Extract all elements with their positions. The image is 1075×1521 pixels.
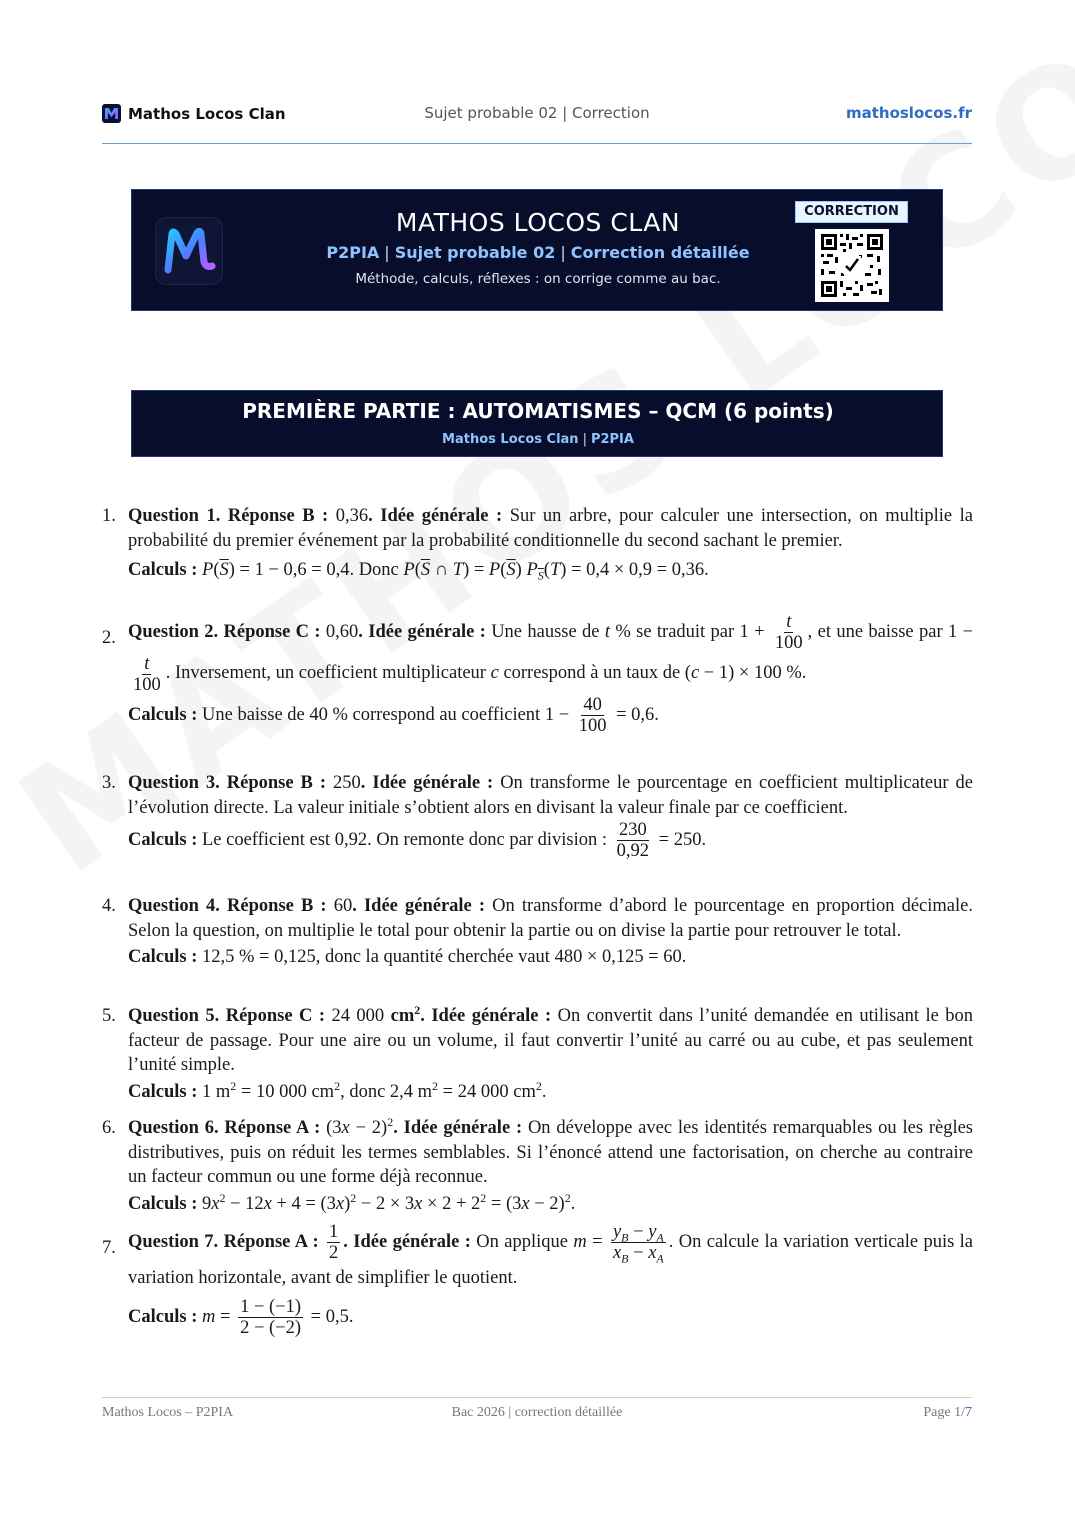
question-7 — [102, 1222, 973, 1338]
idea-text: correspond à un taux de — [503, 663, 681, 684]
banner-title: MATHOS LOCOS CLAN — [395, 208, 681, 237]
calc-text: 12,5 % = 0,125, donc la quantité cherchée vaut 480 × 0,125 = 60. — [202, 947, 687, 967]
section-title: PREMIÈRE PARTIE : AUTOMATISMES – QCM (6 points) — [242, 399, 834, 423]
page-footer — [102, 1397, 972, 1420]
question-heading: Question 3. Réponse B : — [128, 773, 327, 793]
question-5 — [102, 1004, 973, 1104]
question-6 — [102, 1116, 973, 1216]
banner-subtitle-type: Correction détaillée — [570, 243, 750, 262]
banner-tagline: Méthode, calculs, réflexes : on corrige comme au bac. — [355, 271, 721, 287]
idea-text: On transforme d’abord le pourcentage en proportion décimale. Selon la question, on multiplie le total pour obtenir la partie ou on divise la partie pour retrouver le total. — [128, 896, 973, 941]
question-body: Question 5. Réponse C : 24 000 $cm^2$. Idée générale : On convertit dans l’unité demandée en utilisant le bon facteur de passage. Pour une aire ou un volume, il faut convertir l’unité au carré ou au cube, et pas seulement l’unité simple. — [128, 1002, 974, 1075]
calculation: Calculs : Le coefficient est 0,92. On remonte donc par division : $\frac{230}{0,92}$ = 250. — [128, 820, 707, 861]
idea-text: . Inversement, un coefficient multiplicateur — [165, 663, 486, 684]
section-subtitle-brand: Mathos Locos Clan — [442, 432, 579, 447]
question-heading: Question 6. Réponse A : — [128, 1118, 321, 1138]
idea-label: . Idée générale : — [360, 773, 494, 793]
question-body — [128, 504, 973, 553]
page-total-link[interactable]: 7 — [965, 1405, 972, 1420]
idea-text: Une hausse de — [491, 622, 600, 642]
idea-text: On développe avec les identités remarquables ou les règles distributives, puis on réduit les termes semblables. Si l’énoncé attend une factorisation, on cherche au contraire un facteur commun ou une forme déjà reconnue. — [128, 1118, 973, 1187]
question-body: Question 6. Réponse A : $(3x - 2)^2$. Idée générale : On développe avec les identités remarquables ou les règles distributives, puis on réduit les termes semblables. Si l’énoncé attend une factorisation, on cherche au contraire un facteur commun ou une forme déjà reconnue. — [128, 1114, 973, 1187]
idea-label: . Idée générale : — [358, 622, 486, 642]
idea-label: . Idée générale : — [368, 506, 503, 526]
question-heading: Question 7. Réponse A : — [128, 1231, 319, 1252]
question-body — [128, 771, 973, 820]
footer-center: Bac 2026 | correction détaillée — [451, 1405, 623, 1420]
calculation: Calculs : Une baisse de 40 % correspond au coefficient 1 − $\frac{40}{100}$ = 0,6. — [128, 694, 659, 736]
question-number: 6. — [102, 1118, 116, 1138]
page-number-label: Page 1/ — [923, 1405, 965, 1420]
question-number: 1. — [102, 506, 116, 526]
question-heading: Question 5. Réponse C : — [128, 1006, 325, 1026]
idea-text: On transforme le pourcentage en coefficient multiplicateur de l’évolution directe. La valeur initiale s’obtient alors en divisant la valeur finale par ce coefficient. — [128, 773, 973, 818]
question-number: 3. — [102, 773, 116, 793]
question-answer: 60 — [333, 896, 353, 916]
question-body — [128, 894, 973, 943]
footer-left: Mathos Locos – P2PIA — [102, 1405, 234, 1420]
question-answer: 0,36 — [335, 506, 369, 526]
question-3 — [102, 771, 973, 861]
question-answer: 24 000 — [331, 1006, 385, 1026]
question-body: Question 2. Réponse C : 0,60. Idée générale : Une hausse de t % se traduit par 1 + $\frac{t}{100}$ , et une baisse par 1 − $\frac{t}{100}$ . Inversement, un coefficient multiplicateur c correspond à un taux de (c − 1) × 100 %. — [128, 612, 974, 695]
question-4 — [102, 894, 973, 970]
qr-code-icon[interactable] — [815, 229, 889, 302]
header-brand-text: Mathos Locos Clan — [128, 104, 286, 123]
banner-subtitle-course: P2PIA — [326, 243, 380, 262]
calc-label: Calculs : — [128, 829, 198, 850]
question-answer: 0,60 — [325, 622, 359, 642]
header-document-title: Sujet probable 02 | Correction — [424, 104, 650, 122]
idea-label: . Idée générale : — [352, 896, 486, 916]
calculation: Calculs : m = $\frac{1 - (-1)}{2 - (-2)}$ = 0,5. — [128, 1297, 354, 1338]
calc-label: Calculs : — [128, 560, 198, 580]
idea-text: On applique — [476, 1231, 568, 1252]
question-number: 7. — [102, 1238, 116, 1258]
question-number: 5. — [102, 1006, 116, 1026]
page-header — [102, 102, 972, 144]
header-site-link[interactable]: mathoslocos.fr — [845, 104, 972, 122]
idea-text: et une baisse par — [817, 622, 943, 642]
correction-badge: CORRECTION — [795, 201, 908, 223]
question-answer: 250 — [333, 773, 361, 793]
question-number: 4. — [102, 896, 116, 916]
calc-label: Calculs : — [128, 704, 198, 725]
question-2 — [102, 612, 973, 736]
calc-label: Calculs : — [128, 1081, 198, 1102]
question-body: Question 7. Réponse A : $\frac{1}{2}$ . Idée générale : On applique m = $\frac{y_B - y_A}{x_B - x_A}$ . On calcule la variation verticale puis la variation horizontale, avant de simplifier le quotient. — [128, 1222, 974, 1288]
calc-text: Le coefficient est 0,92. On remonte donc par division : — [202, 829, 608, 850]
section-subtitle: Mathos Locos Clan | P2PIA — [442, 432, 634, 447]
calc-label: Calculs : — [128, 1306, 198, 1327]
idea-text: se traduit par — [636, 622, 735, 642]
banner-subtitle-subject: Sujet probable 02 — [394, 243, 556, 262]
banner-subtitle: P2PIA | Sujet probable 02 | Correction détaillée — [326, 243, 750, 262]
idea-label: . Idée générale : — [393, 1118, 523, 1138]
idea-label: . Idée générale : — [343, 1231, 471, 1252]
calc-label: Calculs : — [128, 1193, 198, 1214]
calc-label: Calculs : — [128, 947, 198, 967]
idea-text: Sur un arbre, pour calculer une intersection, on multiplie la probabilité du premier événement par la probabilité conditionnelle du second sachant le premier. — [128, 506, 973, 551]
calc-text: Une baisse de 40 % correspond au coefficient — [202, 704, 541, 725]
question-1 — [102, 504, 973, 583]
title-banner — [131, 189, 943, 311]
section-subtitle-course: P2PIA — [590, 432, 634, 447]
calculation — [128, 945, 973, 970]
question-heading: Question 4. Réponse B : — [128, 896, 327, 916]
idea-label: . Idée générale : — [420, 1006, 552, 1026]
question-heading: Question 1. Réponse B : — [128, 506, 329, 526]
idea-text: On convertit dans l’unité demandée en utilisant le bon facteur de passage. Pour une aire ou un volume, il faut convertir l’unité au carré ou au cube, et pas seulement l’unité simple. — [128, 1006, 974, 1075]
calculation: Calculs : $9x^2 - 12x + 4 = (3x)^2 - 2 \times 3x \times 2 + 2^2 = (3x - 2)^2$. — [128, 1190, 576, 1214]
page-number — [923, 1405, 972, 1421]
section-banner — [131, 390, 943, 457]
question-number: 2. — [102, 628, 116, 648]
question-heading: Question 2. Réponse C : — [128, 622, 321, 642]
calculation: Calculs : $P(\overline{S}) = 1 - 0,6 = 0,4$. Donc $P(\overline{S}$ ∩ $T) = P(\overline{S}) P_{\overline{S}}(T) = 0,4 \times 0,9 = 0,36$. — [128, 560, 709, 583]
idea-text: . On calcule la variation verticale puis la variation horizontale, avant de simplifier le quotient. — [128, 1231, 974, 1288]
calculation: Calculs : 1 $m^2 = 10$ 000 $cm^2$, donc 2,4 $m^2 = 24$ 000 $cm^2$. — [128, 1078, 547, 1102]
